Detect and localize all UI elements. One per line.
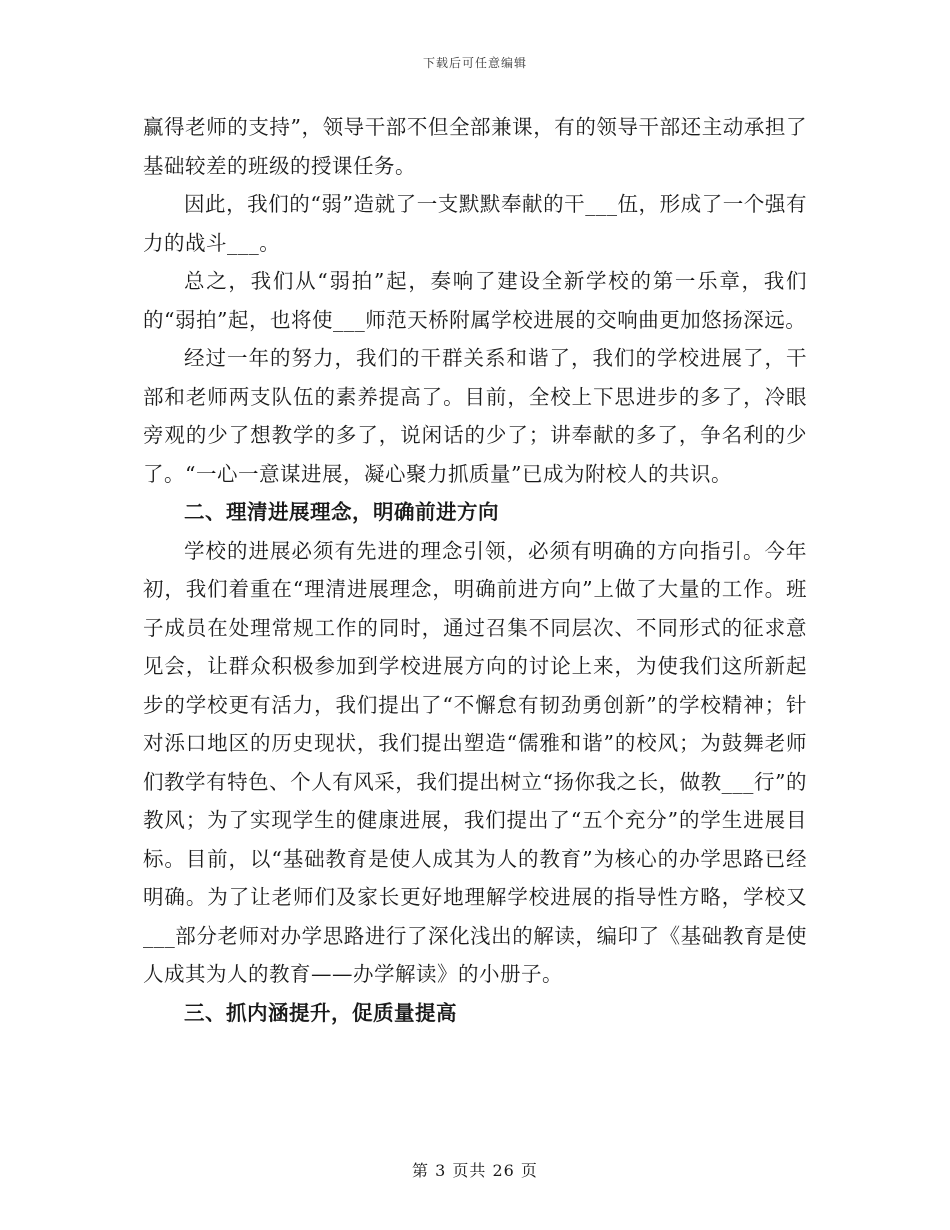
document-body — [143, 108, 807, 1032]
paragraph-continuation: 赢得老师的支持”，领导干部不但全部兼课，有的领导干部还主动承担了基础较差的班级的授课任务。 — [143, 115, 807, 178]
section-heading-2: 二、理清进展理念，明确前进方向 — [184, 500, 499, 524]
page-number: 第 3 页共 26 页 — [412, 1161, 538, 1180]
header-note: 下载后可任意编辑 — [422, 56, 527, 70]
section-heading-3: 三、抓内涵提升，促质量提高 — [184, 1000, 457, 1025]
paragraph: 学校的进展必须有先进的理念引领，必须有明确的方向指引。今年初，我们着重在“理清进展理念，明确前进方向”上做了大量的工作。班子成员在处理常规工作的同时，通过召集不同层次、不同形式的征求意见会，让群众积极参加到学校进展方向的讨论上来，为使我们这所新起步的学校更有活力，我们提出了“不懈怠有韧劲勇创新”的学校精神；针对泺口地区的历史现状，我们提出塑造“儒雅和谐”的校风；为鼓舞老师们教学有特色、个人有风采，我们提出树立“扬你我之长，做教___行”的教风；为了实现学生的健康进展，我们提出了“五个充分”的学生进展目标。目前，以“基础教育是使人成其为人的教育”为核心的办学思路已经明确。为了让老师们及家长更好地理解学校进展的指导性方略，学校又___部分老师对办学思路进行了深化浅出的解读，编印了《基础教育是使人成其为人的教育——办学解读》的小册子。 — [143, 538, 807, 986]
paragraph: 总之，我们从“弱拍”起，奏响了建设全新学校的第一乐章，我们的“弱拍”起，也将使___师范天桥附属学校进展的交响曲更加悠扬深远。 — [143, 269, 807, 332]
paragraph: 因此，我们的“弱”造就了一支默默奉献的干___伍，形成了一个强有力的战斗___。 — [143, 192, 807, 255]
paragraph: 经过一年的努力，我们的干群关系和谐了，我们的学校进展了，干部和老师两支队伍的素养提高了。目前，全校上下思进步的多了，冷眼旁观的少了想教学的多了，说闲话的少了；讲奉献的多了，争名利的少了。“一心一意谋进展，凝心聚力抓质量”已成为附校人的共识。 — [143, 346, 807, 486]
